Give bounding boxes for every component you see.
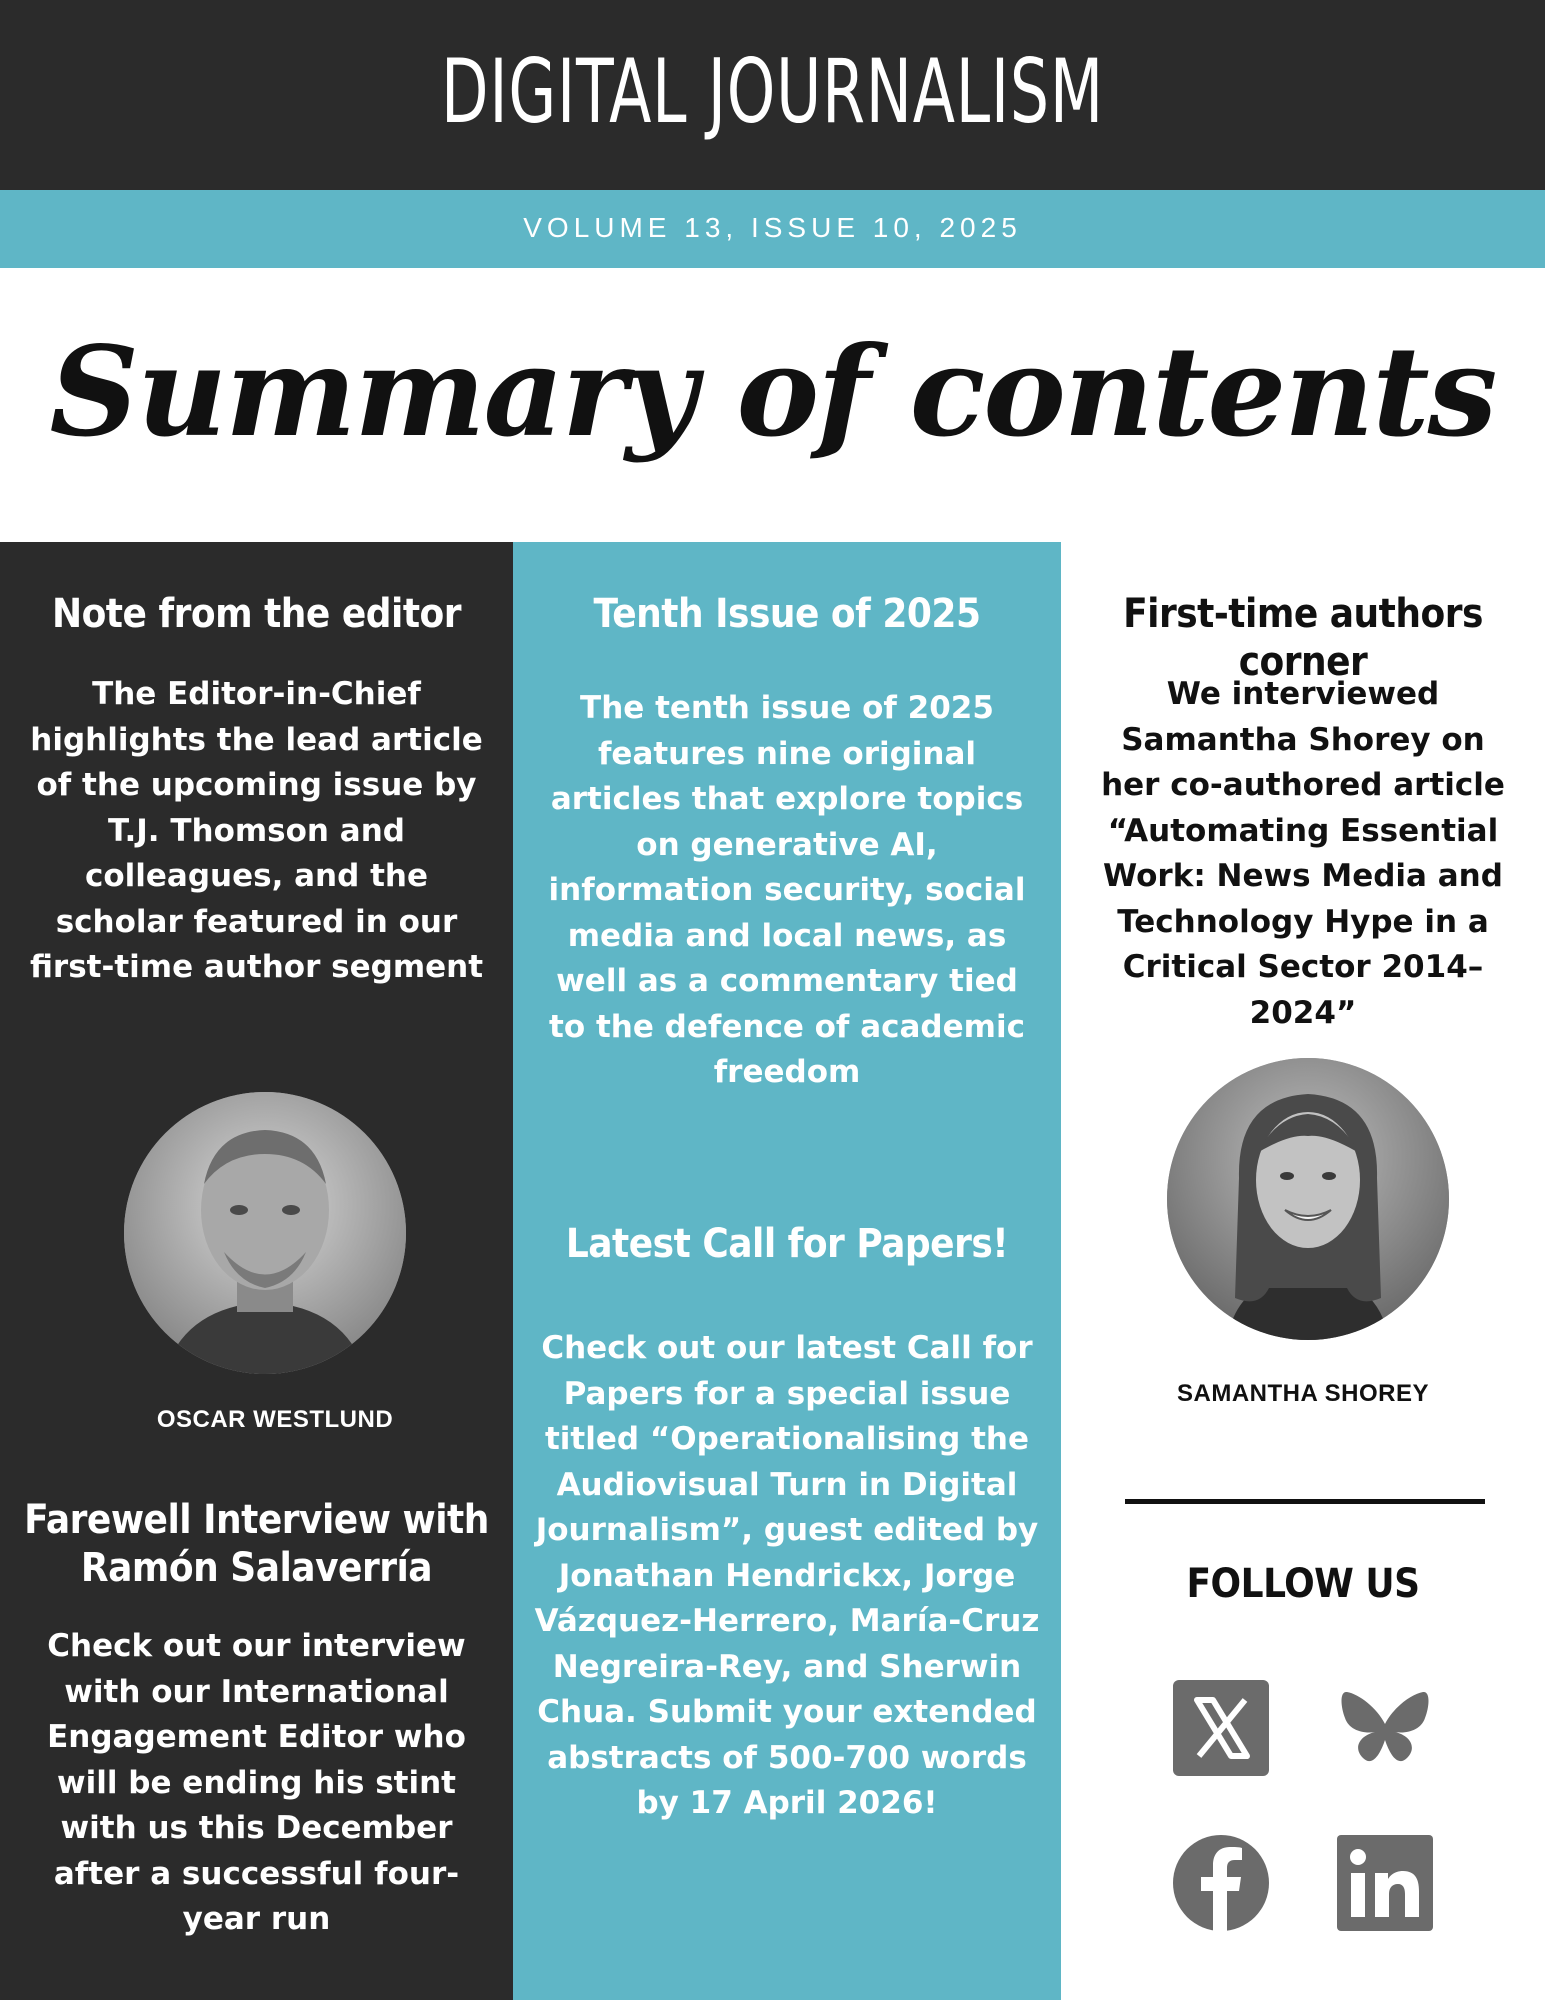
farewell-text: Check out our interview with our International Engagement Editor who will be ending his stint with us this December after a successful four-year run [47, 1628, 466, 1937]
right-column [1061, 542, 1545, 2000]
divider-rule [1125, 1499, 1485, 1504]
issue-strip [0, 190, 1545, 268]
middle-column [513, 542, 1061, 2000]
author-name: SAMANTHA SHOREY [1177, 1380, 1429, 1407]
facebook-icon[interactable] [1171, 1833, 1271, 1933]
authors-text: We interviewed Samantha Shorey on her co-authored article “Automating Essential Work: News Media and Technology Hype in a Critical Sector 2014–2024” [1101, 676, 1505, 1031]
editor-name: OSCAR WESTLUND [156, 1406, 394, 1433]
issue-label: VOLUME 13, ISSUE 10, 2025 [523, 212, 1022, 243]
author-portrait [1167, 1058, 1449, 1340]
editor-text: The Editor-in-Chief highlights the lead article of the upcoming issue by T.J. Thomson and colleagues, and the scholar featured in our first-time author segment [29, 676, 484, 985]
cfp-text: Check out our latest Call for Papers for a special issue titled “Operationalising the Audiovisual Turn in Digital Journalism”, guest edited by Jonathan Hendrickx, Jorge Vázquez-Herrero, María-Cruz Negreira-Rey, and Sherwin Chua. Submit your extended abstracts of 500-700 words by 17 April 2026! [534, 1330, 1040, 1821]
editor-portrait [124, 1092, 406, 1374]
issue-heading: Tenth Issue of 2025 [593, 591, 981, 637]
farewell-heading: Farewell Interview with Ramón Salaverría [24, 1497, 489, 1591]
editor-heading: Note from the editor [51, 591, 462, 637]
left-column [0, 542, 513, 2000]
issue-text: The tenth issue of 2025 features nine original articles that explore topics on generative AI, information security, social media and local news, as well as a commentary tied to the defence of academic freedom [548, 690, 1026, 1090]
x-icon[interactable] [1171, 1678, 1271, 1778]
follow-heading: FOLLOW US [1186, 1561, 1420, 1607]
bluesky-icon[interactable] [1335, 1678, 1435, 1778]
authors-heading: First-time authors corner [1123, 591, 1483, 685]
linkedin-icon[interactable] [1335, 1833, 1435, 1933]
masthead [0, 0, 1545, 190]
journal-title: DIGITAL JOURNALISM [441, 40, 1104, 143]
cfp-heading: Latest Call for Papers! [565, 1221, 1009, 1267]
page-title: Summary of contents [49, 320, 1496, 465]
